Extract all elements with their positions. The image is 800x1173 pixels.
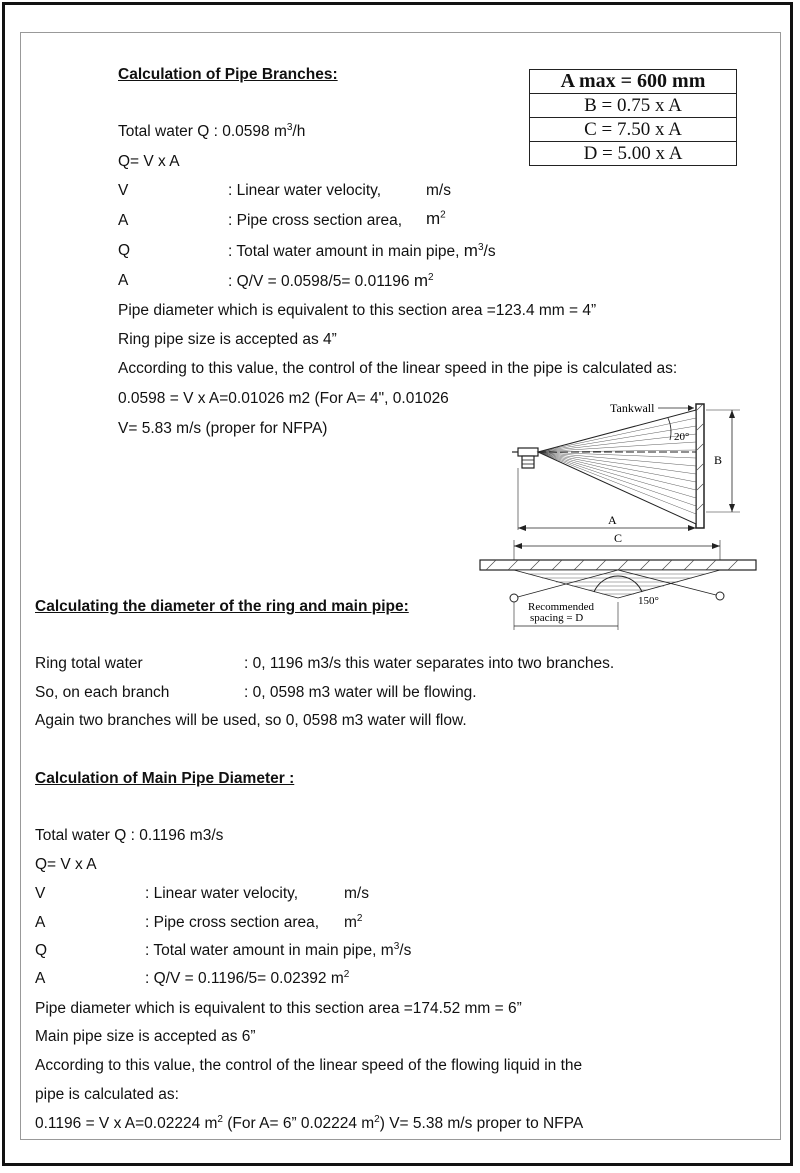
dims-header: A max = 600 mm bbox=[530, 70, 737, 94]
branches-q-symbol: Q bbox=[118, 242, 131, 259]
main-a-desc: : Pipe cross section area, bbox=[145, 914, 320, 931]
branches-total-water: Total water Q : 0.0598 $m^3/h$ bbox=[118, 121, 306, 140]
main-total-water: Total water Q : 0.1196 m3/s bbox=[35, 827, 224, 844]
branches-velocity: V= 5.83 m/s (proper for NFPA) bbox=[118, 420, 328, 437]
main-q-desc: : Total water amount in main pipe, $m^3/s$ bbox=[145, 940, 412, 959]
ring-branch-value: : 0, 0598 m3 water will be flowing. bbox=[244, 684, 477, 701]
main-q-symbol: Q bbox=[35, 942, 48, 959]
main-a-unit: $m^2$ bbox=[344, 912, 363, 931]
branches-v-symbol: V bbox=[118, 182, 129, 199]
branches-a-symbol: A bbox=[118, 212, 129, 229]
recommended-label: Recommended bbox=[528, 601, 594, 613]
branches-ring-size: Ring pipe size is accepted as 4” bbox=[118, 331, 337, 348]
main-heading: Calculation of Main Pipe Diameter : bbox=[35, 770, 295, 787]
ring-branch-label: So, on each branch bbox=[35, 684, 170, 701]
branches-a-unit: $m^2$ bbox=[426, 209, 446, 228]
main-a2-symbol: A bbox=[35, 970, 46, 987]
main-formula: Q= V x A bbox=[35, 856, 97, 873]
ring-total-label: Ring total water bbox=[35, 655, 143, 672]
tankwall-label: Tankwall bbox=[610, 401, 655, 415]
label-c: C bbox=[614, 531, 623, 545]
main-a2-desc: : Q/V = 0.1196/5= 0.02392 $m^2$ bbox=[145, 968, 350, 987]
main-according-2: pipe is calculated as: bbox=[35, 1086, 179, 1103]
main-v-desc: : Linear water velocity, bbox=[145, 885, 299, 902]
nozzle-spray-diagram bbox=[478, 396, 760, 632]
main-v-unit: m/s bbox=[344, 885, 369, 902]
branches-a-desc: : Pipe cross section area, bbox=[228, 212, 403, 229]
ring-total-value: : 0, 1196 m3/s this water separates into two branches. bbox=[244, 655, 615, 672]
lower-spray-pattern bbox=[514, 570, 720, 598]
label-b: B bbox=[714, 453, 723, 467]
angle-150-label: 150° bbox=[638, 595, 659, 607]
spacing-label: spacing = D bbox=[530, 612, 584, 624]
label-a: A bbox=[608, 513, 617, 527]
branches-q-desc: : Total water amount in main pipe, $m^3/s$ bbox=[228, 241, 496, 260]
branches-a2-symbol: A bbox=[118, 272, 129, 289]
ring-again: Again two branches will be used, so 0, 0598 m3 water will flow. bbox=[35, 712, 467, 729]
branches-according: According to this value, the control of the linear speed in the pipe is calculated as: bbox=[118, 360, 678, 377]
ring-heading: Calculating the diameter of the ring and main pipe: bbox=[35, 598, 409, 615]
main-v-symbol: V bbox=[35, 885, 46, 902]
branches-calc: 0.0598 = V x A=0.01026 m2 (For A= 4", 0.01026 bbox=[118, 390, 449, 407]
dims-row-c: C = 7.50 x A bbox=[530, 118, 737, 142]
main-final-calc: 0.1196 = V x A=0.02224 $m^2$ (For A= 6” 0.02224 $m^2$) V= 5.38 m/s proper to NFPA bbox=[35, 1113, 584, 1132]
main-diameter: Pipe diameter which is equivalent to this section area =174.52 mm = 6” bbox=[35, 1000, 522, 1017]
dims-row-d: D = 5.00 x A bbox=[530, 142, 737, 166]
branches-v-desc: : Linear water velocity, bbox=[228, 182, 382, 199]
main-according-1: According to this value, the control of the linear speed of the flowing liquid in the bbox=[35, 1057, 583, 1074]
branches-heading: Calculation of Pipe Branches: bbox=[118, 66, 338, 83]
branches-a2-desc: : Q/V = 0.0598/5= 0.01196 $m^2$ bbox=[228, 271, 434, 290]
nozzle-head bbox=[518, 448, 538, 456]
dimensions-table bbox=[529, 69, 737, 166]
main-a-symbol: A bbox=[35, 914, 46, 931]
dims-row-b: B = 0.75 x A bbox=[530, 94, 737, 118]
angle-20-label: 20° bbox=[674, 431, 690, 443]
branches-formula: Q= V x A bbox=[118, 153, 180, 170]
branches-v-unit: m/s bbox=[426, 182, 451, 199]
branches-diameter: Pipe diameter which is equivalent to this section area =123.4 mm = 4” bbox=[118, 302, 597, 319]
main-size: Main pipe size is accepted as 6” bbox=[35, 1028, 256, 1045]
